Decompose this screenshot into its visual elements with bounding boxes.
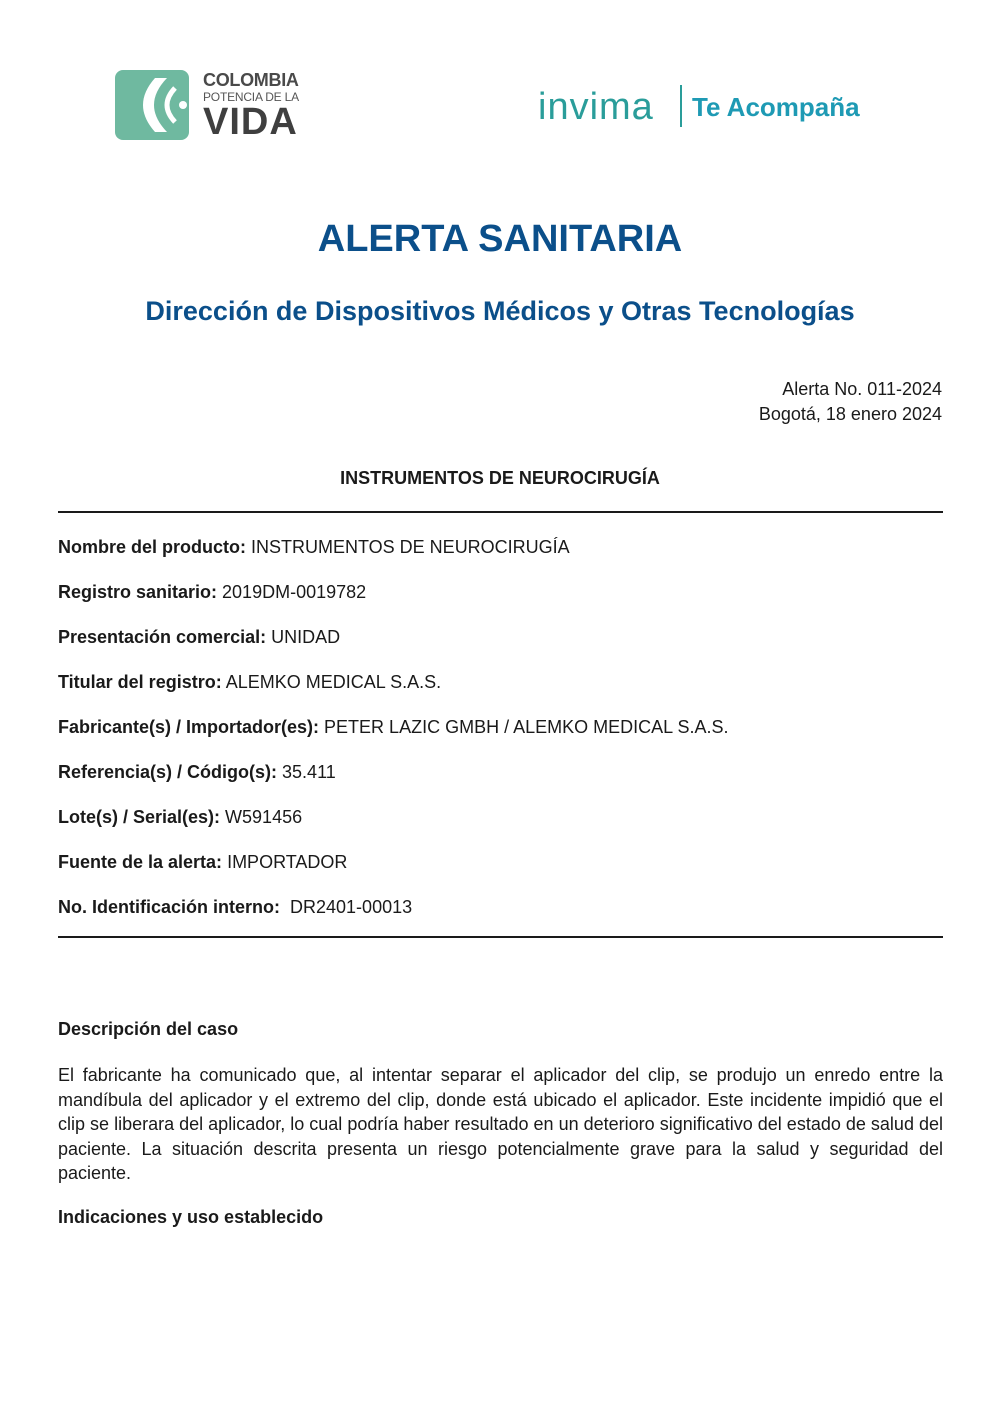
field-label: Lote(s) / Serial(es):: [58, 807, 221, 827]
field-label: Presentación comercial:: [58, 627, 267, 647]
colombia-logo: [115, 70, 315, 142]
field-row: [58, 760, 943, 805]
logo-line-2: POTENCIA DE LA: [203, 90, 299, 104]
invima-wordmark: invima: [538, 86, 654, 128]
top-divider: [58, 511, 943, 513]
field-row: [58, 895, 943, 940]
field-row: [58, 535, 943, 580]
field-label: Titular del registro:: [58, 672, 222, 692]
page-header: [0, 0, 1000, 170]
section-title: INSTRUMENTOS DE NEUROCIRUGÍA: [340, 468, 660, 488]
field-value: DR2401-00013: [280, 897, 413, 917]
alert-number: Alerta No. 011-2024: [782, 379, 942, 399]
field-value: W591456: [220, 807, 303, 827]
field-value: IMPORTADOR: [222, 852, 348, 872]
field-row: [58, 625, 943, 670]
description-text: El fabricante ha comunicado que, al intentar separar el aplicador del clip, se produjo un enredo entre la mandíbula del aplicador y el extremo del clip, donde está ubicado el aplicador. Este incidente impidió que el clip se liberara del aplicador, lo cual podría haber resultado en un deterioro significativo del estado de salud del paciente. La situación descrita presenta un riesgo potencialmente grave para la salud y seguridad del paciente.: [58, 1065, 943, 1183]
field-label: Registro sanitario:: [58, 582, 218, 602]
description-heading: Descripción del caso: [58, 1019, 239, 1039]
field-value: 2019DM-0019782: [217, 582, 367, 602]
field-value: 35.411: [277, 762, 336, 782]
field-value: INSTRUMENTOS DE NEUROCIRUGÍA: [246, 537, 570, 557]
logo-line-3: VIDA: [203, 101, 298, 143]
field-label: Fuente de la alerta:: [58, 852, 223, 872]
invima-logo: [538, 82, 898, 132]
field-label: Referencia(s) / Código(s):: [58, 762, 278, 782]
product-fields: [58, 535, 943, 940]
field-row: [58, 670, 943, 715]
field-row: [58, 805, 943, 850]
field-row: [58, 850, 943, 895]
field-label: No. Identificación interno:: [58, 897, 281, 917]
page-subtitle: Dirección de Dispositivos Médicos y Otras Tecnologías: [145, 296, 855, 326]
bottom-divider: [58, 936, 943, 938]
indications-heading: Indicaciones y uso establecido: [58, 1207, 324, 1227]
alert-meta: [759, 377, 942, 427]
field-label: Nombre del producto:: [58, 537, 246, 557]
logo-divider: [680, 85, 682, 127]
colombia-logo-mark-icon: [115, 70, 189, 140]
field-row: [58, 580, 943, 625]
invima-tagline: Te Acompaña: [692, 92, 860, 122]
field-value: UNIDAD: [266, 627, 341, 647]
alert-date: Bogotá, 18 enero 2024: [758, 404, 942, 424]
logo-line-1: COLOMBIA: [203, 70, 299, 90]
field-row: [58, 715, 943, 760]
field-value: PETER LAZIC GMBH / ALEMKO MEDICAL S.A.S.: [319, 717, 729, 737]
field-value: ALEMKO MEDICAL S.A.S.: [221, 672, 442, 692]
page-title: ALERTA SANITARIA: [317, 218, 683, 260]
field-label: Fabricante(s) / Importador(es):: [58, 717, 320, 737]
